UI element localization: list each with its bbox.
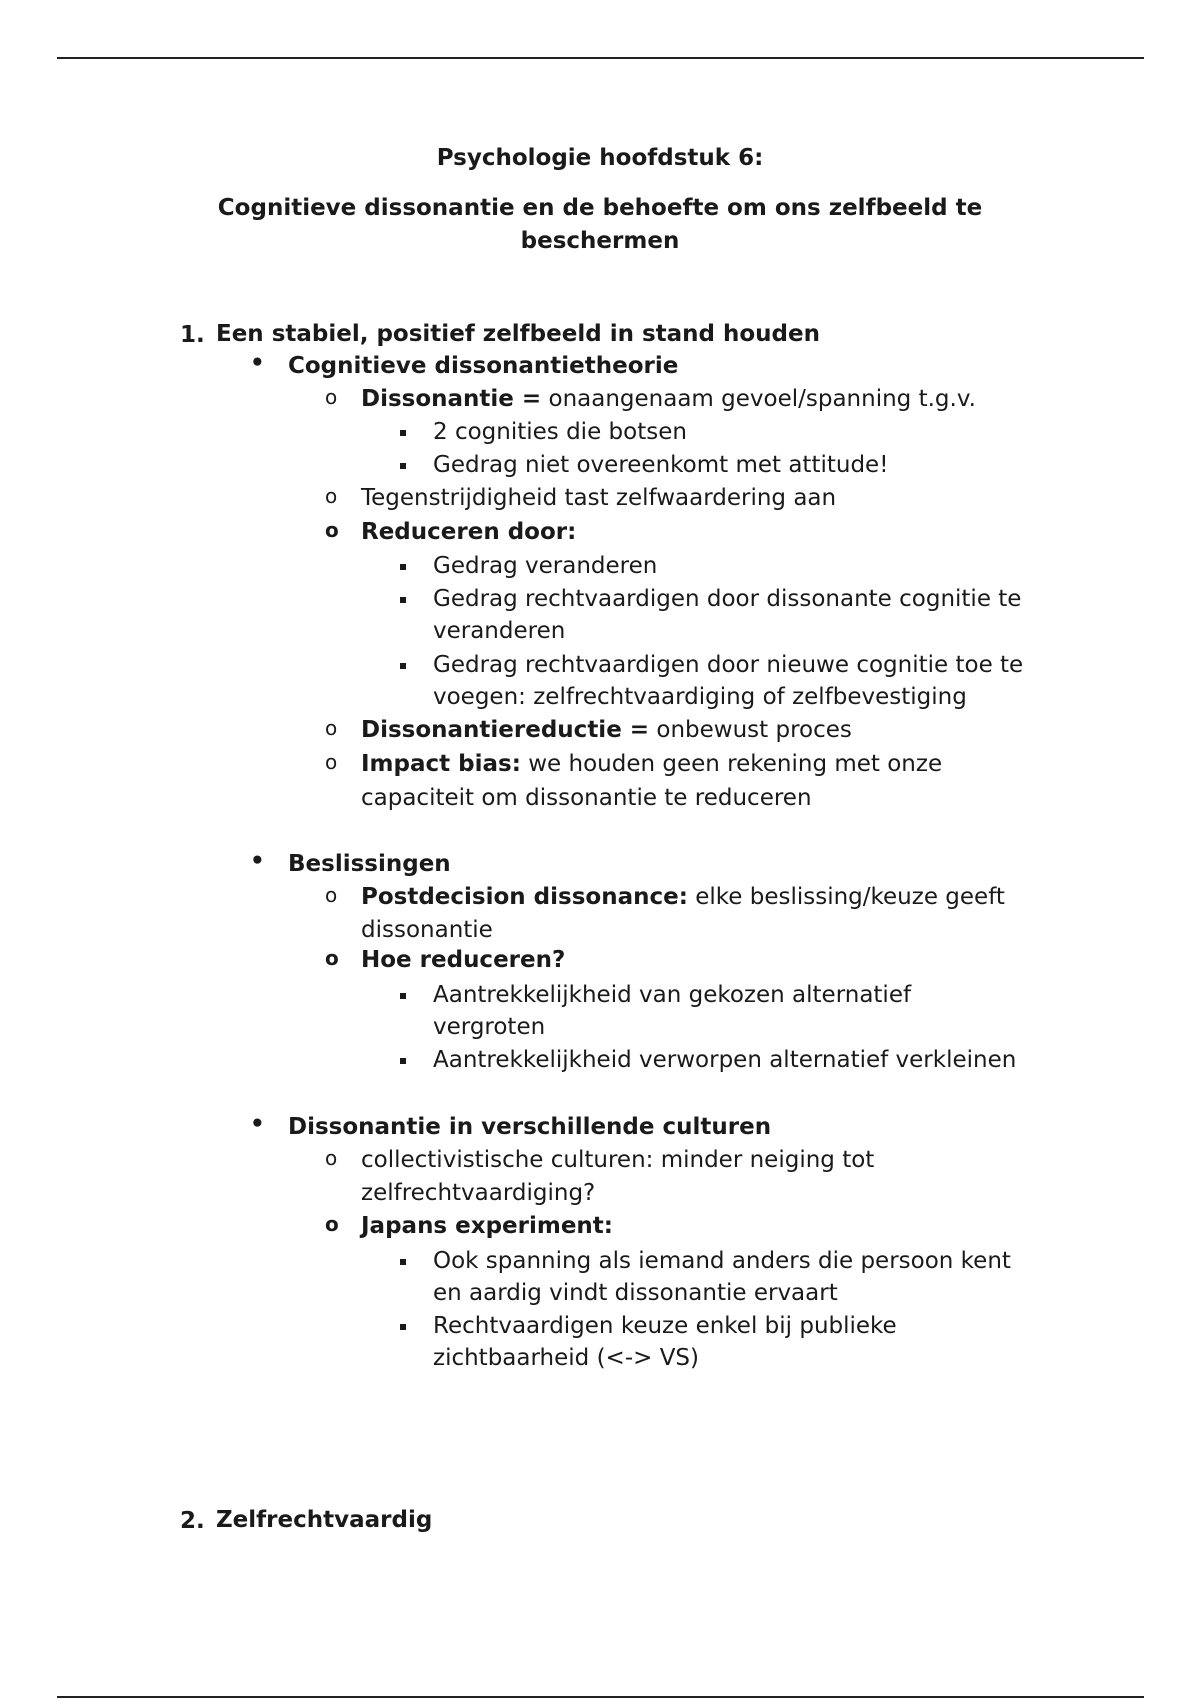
list-item: 2 cognities die botsen bbox=[433, 419, 687, 445]
list-item: Gedrag niet overeenkomt met attitude! bbox=[433, 452, 889, 478]
list-item-continuation: veranderen bbox=[433, 618, 566, 644]
square-marker bbox=[400, 993, 406, 999]
section-heading: Zelfrechtvaardig bbox=[216, 1507, 433, 1533]
list-item: Impact bias: we houden geen rekening met onze bbox=[361, 751, 943, 777]
section-number: 2. bbox=[180, 1508, 205, 1534]
list-item-continuation: dissonantie bbox=[361, 917, 493, 943]
circle-marker: o bbox=[325, 946, 339, 970]
square-marker bbox=[400, 463, 406, 469]
circle-marker: o bbox=[325, 1212, 339, 1236]
list-item: Rechtvaardigen keuze enkel bij publieke bbox=[433, 1313, 897, 1339]
list-item-continuation: capaciteit om dissonantie te reduceren bbox=[361, 785, 812, 811]
square-marker bbox=[400, 564, 406, 570]
list-item: Postdecision dissonance: elke beslissing/keuze geeft bbox=[361, 884, 1005, 910]
list-item-continuation: zichtbaarheid (<-> VS) bbox=[433, 1345, 700, 1371]
square-marker bbox=[400, 1324, 406, 1330]
list-item: Japans experiment: bbox=[361, 1213, 613, 1239]
list-item-continuation: vergroten bbox=[433, 1014, 546, 1040]
list-item: Gedrag rechtvaardigen door nieuwe cognitie toe te bbox=[433, 652, 1024, 678]
list-item: Tegenstrijdigheid tast zelfwaardering aan bbox=[361, 485, 837, 511]
bullet-marker: • bbox=[250, 1111, 265, 1137]
top-rule bbox=[57, 57, 1144, 59]
square-marker bbox=[400, 1259, 406, 1265]
bullet-heading: Beslissingen bbox=[288, 851, 451, 877]
list-item: Gedrag veranderen bbox=[433, 553, 658, 579]
circle-marker: o bbox=[325, 518, 339, 542]
list-item: Ook spanning als iemand anders die persoon kent bbox=[433, 1248, 1011, 1274]
list-item-continuation: voegen: zelfrechtvaardiging of zelfbevestiging bbox=[433, 684, 967, 710]
square-marker bbox=[400, 597, 406, 603]
square-marker bbox=[400, 663, 406, 669]
bullet-heading: Cognitieve dissonantietheorie bbox=[288, 353, 679, 379]
list-item: Dissonantie = onaangenaam gevoel/spanning t.g.v. bbox=[361, 386, 976, 412]
page-title: Psychologie hoofdstuk 6: bbox=[436, 145, 764, 171]
bullet-marker: • bbox=[250, 848, 265, 874]
list-item: Dissonantiereductie = onbewust proces bbox=[361, 717, 852, 743]
list-item-continuation: zelfrechtvaardiging? bbox=[361, 1180, 596, 1206]
circle-marker: o bbox=[325, 1146, 338, 1170]
list-item: Hoe reduceren? bbox=[361, 947, 566, 973]
list-item: Aantrekkelijkheid verworpen alternatief verkleinen bbox=[433, 1047, 1017, 1073]
list-item: Reduceren door: bbox=[361, 519, 577, 545]
page-subtitle: Cognitieve dissonantie en de behoefte om ons zelfbeeld te beschermen bbox=[217, 195, 983, 254]
square-marker bbox=[400, 1058, 406, 1064]
circle-marker: o bbox=[325, 750, 338, 774]
circle-marker: o bbox=[325, 385, 338, 409]
list-item: Aantrekkelijkheid van gekozen alternatief bbox=[433, 982, 912, 1008]
list-item: collectivistische culturen: minder neiging tot bbox=[361, 1147, 875, 1173]
section-heading: Een stabiel, positief zelfbeeld in stand houden bbox=[216, 321, 820, 347]
bullet-heading: Dissonantie in verschillende culturen bbox=[288, 1114, 772, 1140]
bottom-rule bbox=[57, 1696, 1144, 1698]
square-marker bbox=[400, 430, 406, 436]
section-number: 1. bbox=[180, 322, 205, 348]
circle-marker: o bbox=[325, 716, 338, 740]
bullet-marker: • bbox=[250, 350, 265, 376]
circle-marker: o bbox=[325, 484, 338, 508]
list-item: Gedrag rechtvaardigen door dissonante cognitie te bbox=[433, 586, 1022, 612]
list-item-continuation: en aardig vindt dissonantie ervaart bbox=[433, 1280, 838, 1306]
circle-marker: o bbox=[325, 883, 338, 907]
